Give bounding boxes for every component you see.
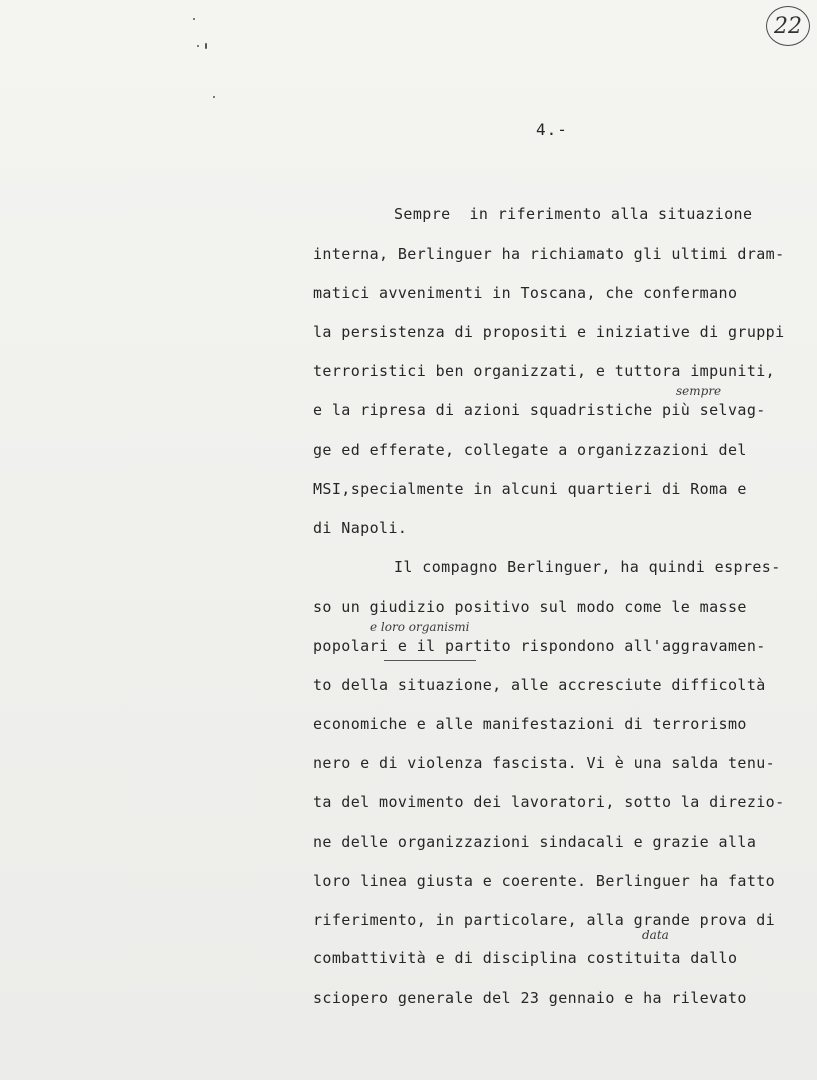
text-line: matici avvenimenti in Toscana, che confermano: [313, 284, 738, 302]
text-line: so un giudizio positivo sul modo come le masse: [313, 598, 747, 616]
ink-speck: [213, 96, 215, 98]
text-line: ge ed efferate, collegate a organizzazioni del: [313, 441, 747, 459]
page-marker-badge: [766, 6, 810, 46]
text-line: interna, Berlinguer ha richiamato gli ultimi dram-: [313, 245, 785, 263]
handwritten-insert-loro-organismi: e loro organismi: [370, 620, 470, 634]
text-line: loro linea giusta e coerente. Berlinguer ha fatto: [313, 872, 776, 890]
ink-speck: [193, 18, 195, 20]
ink-speck: [205, 43, 207, 49]
text-line: e la ripresa di azioni squadristiche più selvag-: [313, 401, 766, 419]
text-line: Il compagno Berlinguer, ha quindi espres-: [394, 558, 781, 576]
text-line: sciopero generale del 23 gennaio e ha rilevato: [313, 989, 747, 1007]
text-line: ne delle organizzazioni sindacali e grazie alla: [313, 833, 757, 851]
page-marker-text: 22: [774, 13, 802, 39]
text-line: di Napoli.: [313, 519, 408, 537]
text-line: economiche e alle manifestazioni di terrorismo: [313, 715, 747, 733]
text-line: nero e di violenza fascista. Vi è una salda tenu-: [313, 754, 776, 772]
text-line: terroristici ben organizzati, e tuttora impuniti,: [313, 362, 776, 380]
text-line: ta del movimento dei lavoratori, sotto la direzio-: [313, 793, 785, 811]
text-line: Sempre in riferimento alla situazione: [394, 205, 753, 223]
ink-speck: [197, 45, 199, 47]
text-line: MSI,specialmente in alcuni quartieri di Roma e: [313, 480, 747, 498]
text-line: combattività e di disciplina costituita dallo: [313, 949, 738, 967]
text-line: riferimento, in particolare, alla grande prova di: [313, 911, 776, 929]
page-number: 4.-: [536, 120, 568, 139]
handwritten-insert-sempre: sempre: [676, 384, 722, 398]
text-line: to della situazione, alle accresciute difficoltà: [313, 676, 766, 694]
handwriting-underline: [384, 660, 476, 661]
text-line: la persistenza di propositi e iniziative di gruppi: [313, 323, 785, 341]
text-line: popolari e il partito rispondono all'aggravamen-: [313, 637, 766, 655]
handwritten-insert-data: data: [642, 928, 669, 942]
